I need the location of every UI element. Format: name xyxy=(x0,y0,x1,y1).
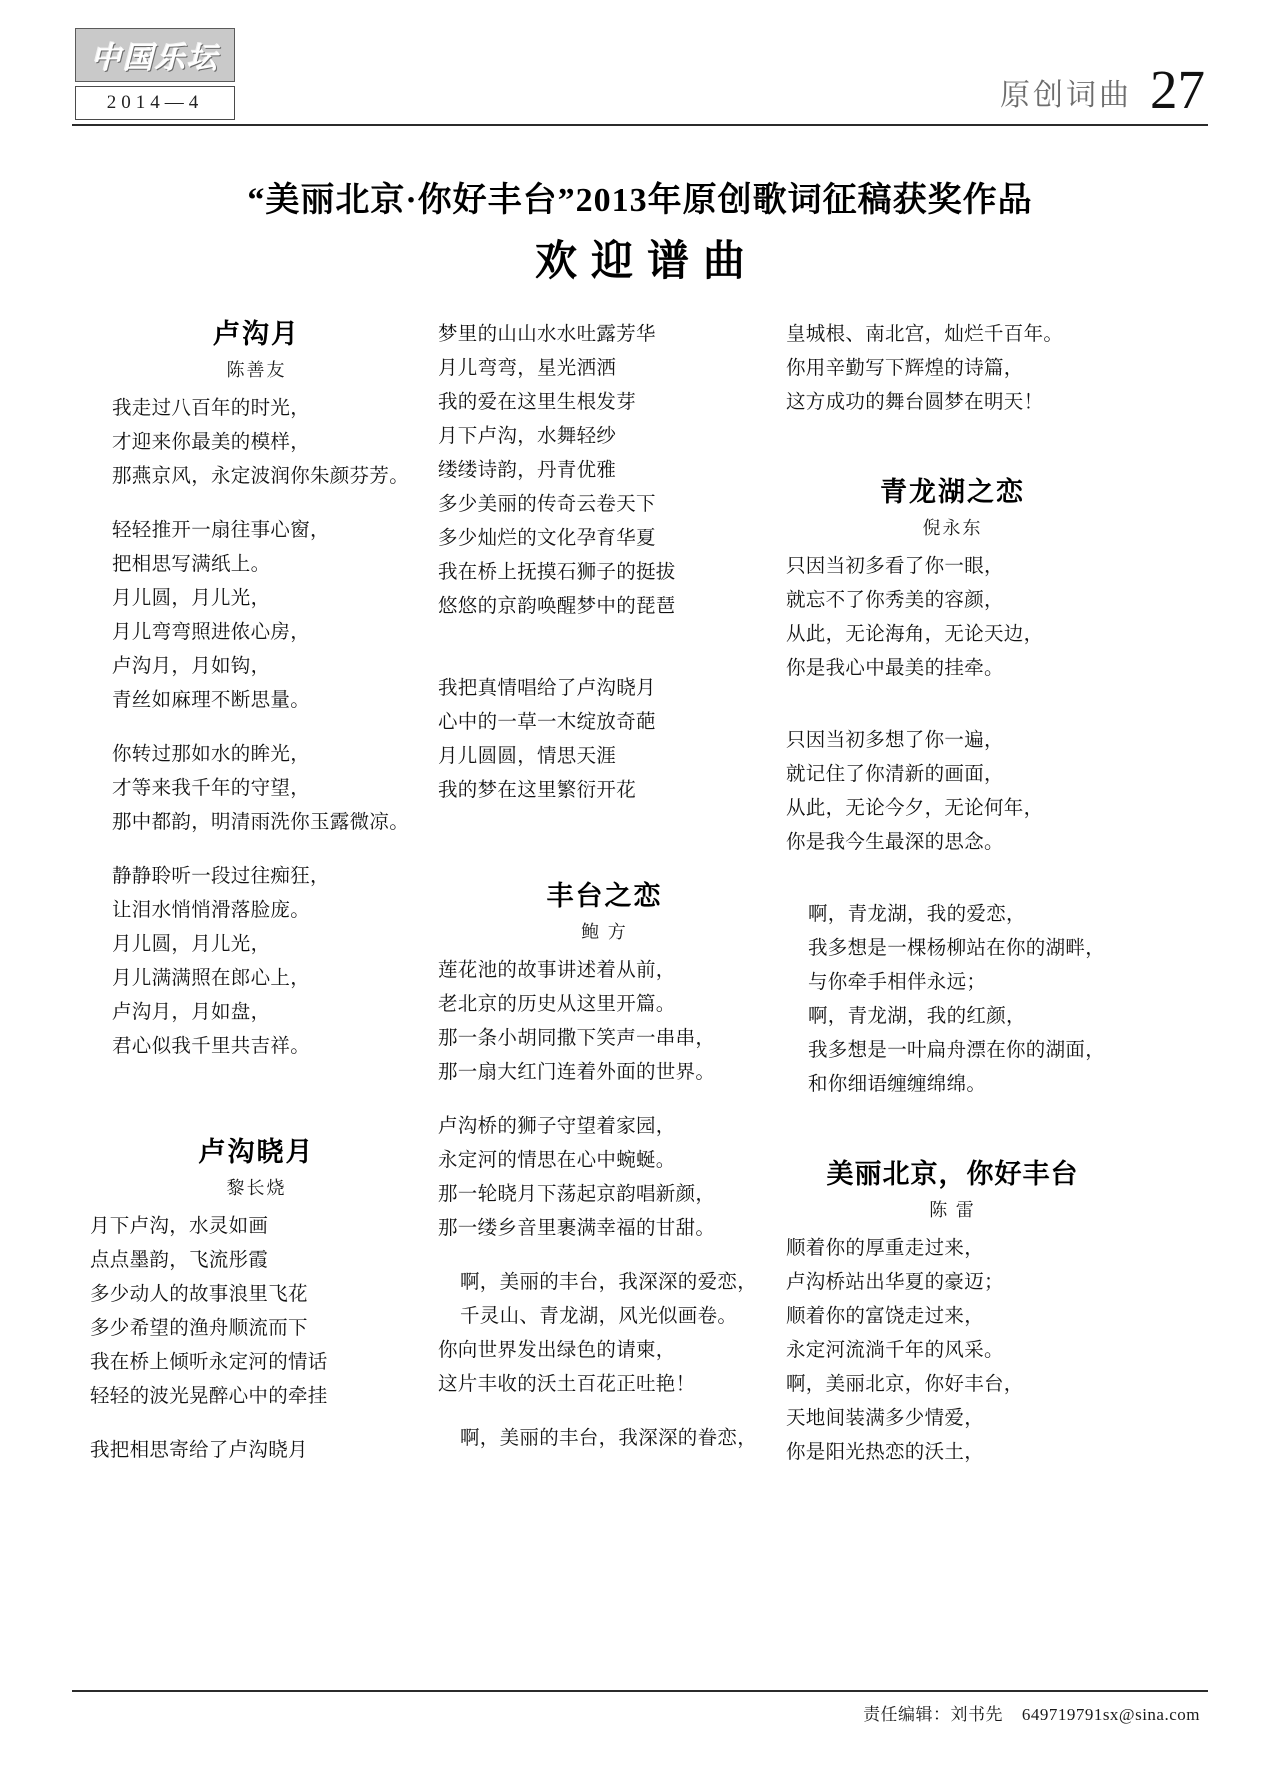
stanza xyxy=(786,318,1119,420)
editor-label: 责任编辑：刘书先 xyxy=(863,1705,1004,1724)
footer-credits xyxy=(863,1700,1200,1725)
lyric-line: 轻轻推开一扇往事心窗， xyxy=(112,519,330,541)
poem-author: 陈善友 xyxy=(226,359,287,380)
lyric-line: 多少美丽的传奇云卷天下 xyxy=(438,494,656,515)
lyric-line: 月儿圆，月儿光， xyxy=(112,933,271,955)
lyric-line: 那燕京风，永定波润你朱颜芬芳。 xyxy=(112,465,410,487)
lyric-line: 啊，青龙湖，我的爱恋， xyxy=(808,903,1026,925)
lyric-line: 你是阳光热恋的沃土， xyxy=(786,1441,985,1463)
lyric-line: 这片丰收的沃土百花正吐艳！ xyxy=(438,1373,696,1395)
lyric-line: 永定河的情思在心中蜿蜒。 xyxy=(438,1149,676,1171)
editor-email: 649719791sx@sina.com xyxy=(1021,1705,1200,1724)
lyric-line: 悠悠的京韵唤醒梦中的琵琶 xyxy=(438,596,676,617)
spacer xyxy=(786,1102,1119,1158)
lyric-line: 才等来我千年的守望， xyxy=(112,777,311,799)
lyric-line: 我多想是一棵杨柳站在你的湖畔， xyxy=(808,937,1106,959)
lyric-line: 君心似我千里共吉祥。 xyxy=(112,1035,311,1057)
stanza xyxy=(438,1110,771,1246)
lyric-line: 月儿弯弯照进侬心房， xyxy=(112,621,311,643)
stanza xyxy=(438,318,771,624)
lyric-line: 千灵山、青龙湖，风光似画卷。 xyxy=(460,1305,738,1327)
lyric-line: 那中都韵，明清雨洗你玉露微凉。 xyxy=(112,811,410,833)
lyric-line: 卢沟月，月如钩， xyxy=(112,655,271,677)
page-title: 欢迎谱曲 xyxy=(534,239,759,285)
lyric-line: 我的爱在这里生根发芽 xyxy=(438,392,637,413)
stanza xyxy=(438,1266,771,1402)
journal-logo xyxy=(75,28,235,120)
lyric-line: 我把真情唱给了卢沟晓月 xyxy=(438,678,656,699)
lyric-line: 我在桥上倾听永定河的情话 xyxy=(90,1351,328,1373)
column-right xyxy=(786,318,1119,1470)
lyric-line: 你用辛勤写下辉煌的诗篇， xyxy=(786,358,1024,379)
lyric-line: 顺着你的厚重走过来， xyxy=(786,1237,985,1259)
lyric-line: 心中的一草一木绽放奇葩 xyxy=(438,712,656,733)
article-columns xyxy=(90,318,1190,1470)
lyric-line: 轻轻的波光晃醉心中的牵挂 xyxy=(90,1385,328,1407)
lyric-line: 梦里的山山水水吐露芳华 xyxy=(438,324,656,345)
lyric-line: 老北京的历史从这里开篇。 xyxy=(438,993,676,1015)
lyric-line: 就忘不了你秀美的容颜， xyxy=(786,589,1004,611)
spacer xyxy=(786,880,1119,898)
lyric-line: 静静聆听一段过往痴狂， xyxy=(112,865,330,887)
poem-author: 倪永东 xyxy=(922,517,983,538)
lyric-line: 永定河流淌千年的风采。 xyxy=(786,1339,1004,1361)
award-subtitle: “美丽北京·你好丰台”2013年原创歌词征稿获奖作品 xyxy=(247,182,1033,219)
lyric-line: 多少灿烂的文化孕育华夏 xyxy=(438,528,656,549)
lyric-line: 让泪水悄悄滑落脸庞。 xyxy=(112,899,311,921)
lyric-line: 从此，无论今夕，无论何年， xyxy=(786,797,1044,819)
lyric-line: 只因当初多看了你一眼， xyxy=(786,555,1004,577)
lyric-line: 顺着你的富饶走过来， xyxy=(786,1305,985,1327)
poem-fengtai-zhilian xyxy=(438,880,771,1456)
header-right-group xyxy=(1000,59,1205,120)
poem-lugou-xiaoyue xyxy=(90,1136,423,1468)
lyric-line: 你是我心中最美的挂牵。 xyxy=(786,657,1004,679)
section-title: 原创词曲 xyxy=(1000,79,1132,112)
poem-title: 卢沟晓月 xyxy=(198,1136,315,1167)
poem-qinglonghu-zhilian xyxy=(786,476,1119,1102)
lyric-line: 把相思写满纸上。 xyxy=(112,553,271,575)
lyric-line: 卢沟桥站出华夏的豪迈； xyxy=(786,1271,1004,1293)
stanza xyxy=(90,860,423,1064)
poem-title: 丰台之恋 xyxy=(546,881,663,911)
lyric-line: 啊，美丽的丰台，我深深的爱恋， xyxy=(460,1271,758,1293)
lyric-line: 我在桥上抚摸石狮子的挺拔 xyxy=(438,562,676,583)
lyric-line: 天地间装满多少情爱， xyxy=(786,1407,985,1429)
stanza xyxy=(438,672,771,808)
lyric-line: 我把相思寄给了卢沟晓月 xyxy=(90,1439,308,1461)
lyric-line: 那一条小胡同撒下笑声一串串， xyxy=(438,1027,716,1049)
poem-title: 美丽北京，你好丰台 xyxy=(826,1158,1079,1189)
lyric-line: 月儿满满照在郎心上， xyxy=(112,967,311,989)
lyric-line: 这方成功的舞台圆梦在明天！ xyxy=(786,392,1044,413)
spacer xyxy=(786,420,1119,476)
page-number: 27 xyxy=(1150,59,1205,120)
lyric-line: 啊，美丽北京，你好丰台， xyxy=(786,1373,1024,1395)
stanza xyxy=(438,954,771,1090)
lyric-line: 我多想是一叶扁舟漂在你的湖面， xyxy=(808,1039,1106,1061)
stanza xyxy=(90,392,423,494)
lyric-line: 卢沟桥的狮子守望着家园， xyxy=(438,1115,676,1137)
poem-title: 青龙湖之恋 xyxy=(880,477,1025,507)
lyric-line: 我走过八百年的时光， xyxy=(112,397,311,419)
lyric-line: 月儿圆，月儿光， xyxy=(112,587,271,609)
issue-badge: 2014—4 xyxy=(75,86,235,120)
stanza xyxy=(90,738,423,840)
stanza xyxy=(90,514,423,718)
column-middle xyxy=(438,318,771,1470)
lyric-line: 那一缕乡音里裹满幸福的甘甜。 xyxy=(438,1217,716,1239)
lyric-line: 啊，青龙湖，我的红颜， xyxy=(808,1005,1026,1027)
poem-author: 陈 雷 xyxy=(929,1199,976,1220)
stanza xyxy=(786,1232,1119,1470)
lyric-line: 缕缕诗韵，丹青优雅 xyxy=(438,460,617,481)
stanza xyxy=(90,1210,423,1414)
poem-title: 卢沟月 xyxy=(213,319,300,349)
stanza xyxy=(90,1434,423,1468)
lyric-line: 我的梦在这里繁衍开花 xyxy=(438,780,637,801)
poem-meili-beijing xyxy=(786,1158,1119,1470)
poem-lugou-xiaoyue-cont xyxy=(438,318,771,808)
lyric-line: 那一轮晓月下荡起京韵唱新颜， xyxy=(438,1183,716,1205)
lyric-line: 你是我今生最深的思念。 xyxy=(786,831,1004,853)
masthead xyxy=(0,0,1280,130)
spacer xyxy=(438,808,771,880)
lyric-line: 和你细语缠缠绵绵。 xyxy=(808,1073,987,1095)
lyric-line: 点点墨韵，飞流彤霞 xyxy=(90,1249,269,1271)
lyric-line: 皇城根、南北宫，灿烂千百年。 xyxy=(786,324,1064,345)
footer-rule xyxy=(72,1690,1208,1692)
poem-fengtai-zhilian-cont xyxy=(786,318,1119,420)
poem-author: 鲍 方 xyxy=(581,921,628,942)
poem-author: 黎长烧 xyxy=(226,1177,287,1198)
lyric-line: 多少希望的渔舟顺流而下 xyxy=(90,1317,308,1339)
lyric-line: 从此，无论海角，无论天边， xyxy=(786,623,1044,645)
lyric-line: 多少动人的故事浪里飞花 xyxy=(90,1283,308,1305)
lyric-line: 青丝如麻理不断思量。 xyxy=(112,689,311,711)
column-left xyxy=(90,318,423,1470)
stanza xyxy=(786,550,1119,686)
stanza xyxy=(438,1422,771,1456)
journal-name-badge: 中国乐坛 xyxy=(75,28,235,82)
stanza xyxy=(786,724,1119,860)
stanza xyxy=(786,898,1119,1102)
spacer xyxy=(786,706,1119,724)
poem-lugou-yue xyxy=(90,318,423,1064)
lyric-line: 那一扇大红门连着外面的世界。 xyxy=(438,1061,716,1083)
lyric-line: 你转过那如水的眸光， xyxy=(112,743,311,765)
lyric-line: 月儿圆圆，情思天涯 xyxy=(438,746,617,767)
lyric-line: 啊，美丽的丰台，我深深的眷恋， xyxy=(460,1427,758,1449)
spacer xyxy=(90,1064,423,1136)
lyric-line: 莲花池的故事讲述着从前， xyxy=(438,959,676,981)
lyric-line: 就记住了你清新的画面， xyxy=(786,763,1004,785)
lyric-line: 卢沟月，月如盘， xyxy=(112,1001,271,1023)
lyric-line: 月下卢沟，水舞轻纱 xyxy=(438,426,617,447)
lyric-line: 月儿弯弯，星光洒洒 xyxy=(438,358,617,379)
header-rule xyxy=(72,124,1208,126)
lyric-line: 只因当初多想了你一遍， xyxy=(786,729,1004,751)
lyric-line: 才迎来你最美的模样， xyxy=(112,431,311,453)
lyric-line: 你向世界发出绿色的请柬， xyxy=(438,1339,676,1361)
lyric-line: 与你牵手相伴永远； xyxy=(808,971,987,993)
lyric-line: 月下卢沟，水灵如画 xyxy=(90,1215,269,1237)
spacer xyxy=(438,644,771,672)
